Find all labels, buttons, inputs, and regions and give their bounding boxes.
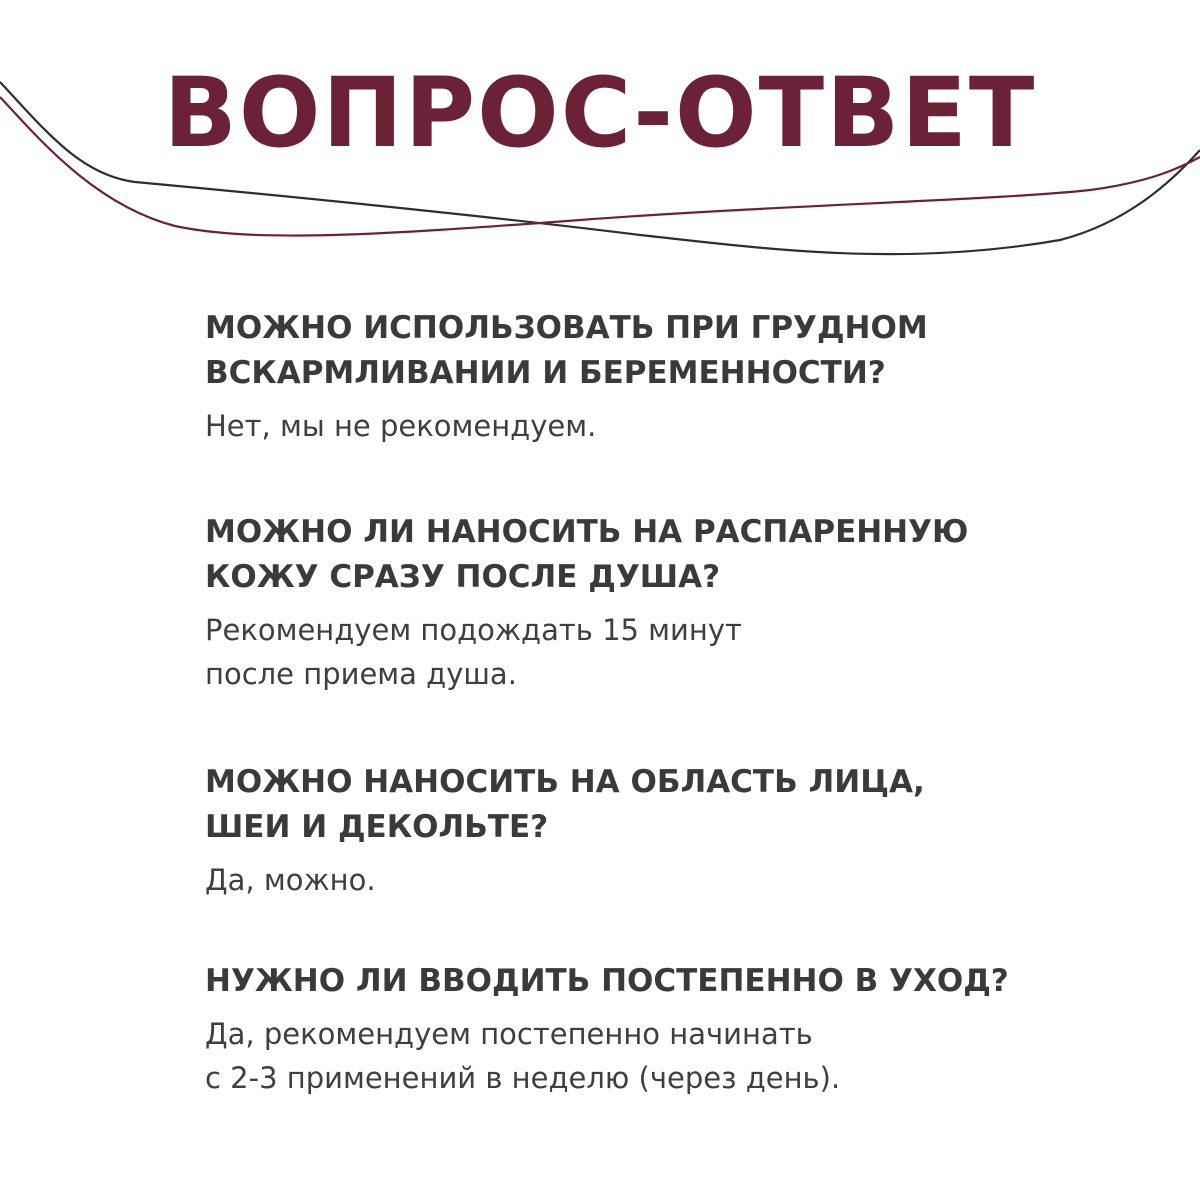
question-line: ВСКАРМЛИВАНИИ И БЕРЕМЕННОСТИ? [205, 355, 886, 391]
faq-answer [205, 404, 928, 448]
answer-line: Да, рекомендуем постепенно начинать [205, 1017, 813, 1051]
faq-answer [205, 858, 925, 902]
faq-question [205, 306, 928, 396]
answer-line: Рекомендуем подождать 15 минут [205, 613, 742, 647]
answer-line: с 2-3 применений в неделю (через день). [205, 1061, 841, 1095]
question-line: КОЖУ СРАЗУ ПОСЛЕ ДУША? [205, 559, 721, 595]
faq-item [205, 510, 968, 696]
page-title: ВОПРОС-ОТВЕТ [163, 57, 1037, 169]
faq-answer [205, 608, 968, 696]
question-line: МОЖНО ЛИ НАНОСИТЬ НА РАСПАРЕННУЮ [205, 514, 969, 550]
faq-question [205, 760, 925, 850]
answer-line: Да, можно. [205, 863, 376, 897]
question-line: ШЕИ И ДЕКОЛЬТЕ? [205, 809, 549, 845]
faq-item [205, 959, 1009, 1100]
question-line: МОЖНО ИСПОЛЬЗОВАТЬ ПРИ ГРУДНОМ [205, 310, 928, 346]
answer-line: Нет, мы не рекомендуем. [205, 409, 597, 443]
faq-question [205, 959, 1009, 1004]
question-line: МОЖНО НАНОСИТЬ НА ОБЛАСТЬ ЛИЦА, [205, 764, 925, 800]
answer-line: после приема душа. [205, 657, 517, 691]
faq-question [205, 510, 968, 600]
faq-answer [205, 1012, 1009, 1100]
question-line: НУЖНО ЛИ ВВОДИТЬ ПОСТЕПЕННО В УХОД? [205, 963, 1009, 999]
faq-item [205, 306, 928, 448]
faq-item [205, 760, 925, 902]
